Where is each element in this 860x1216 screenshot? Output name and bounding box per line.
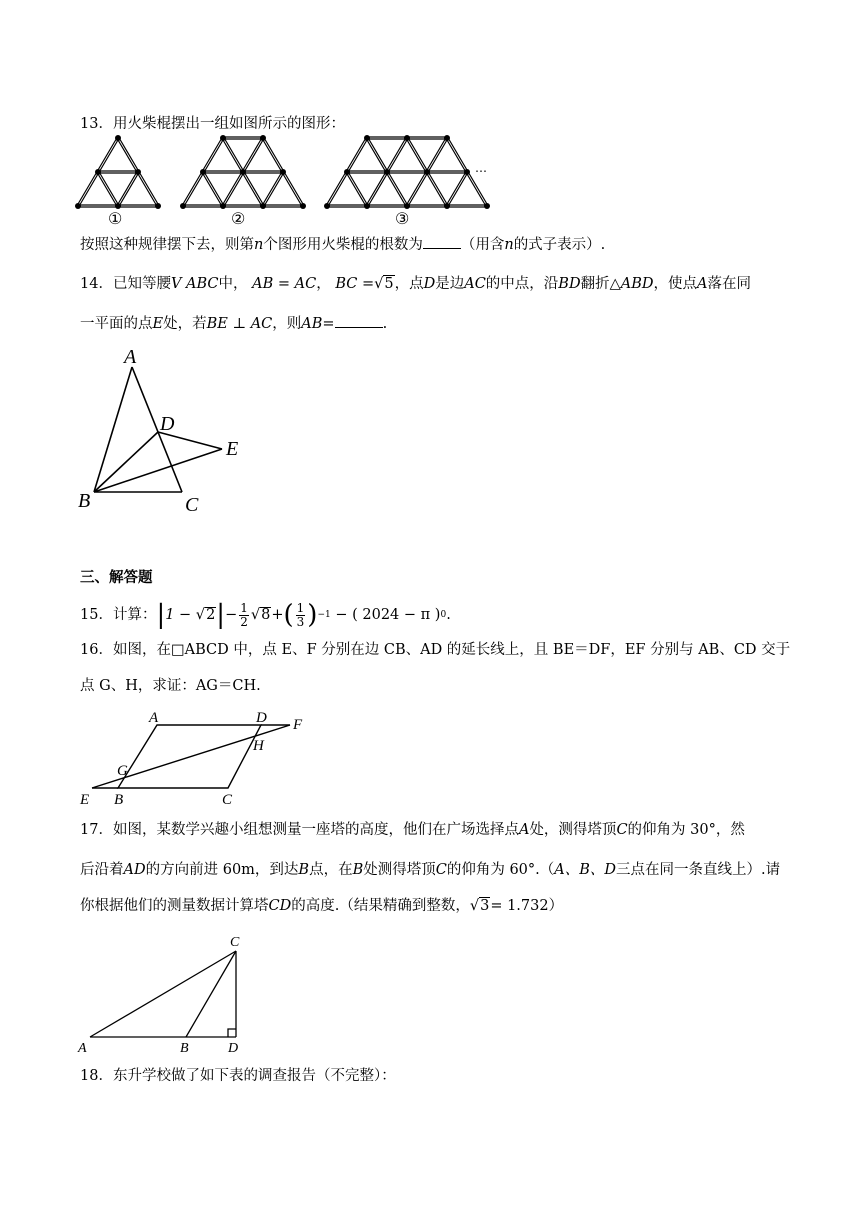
q14-label-E: E — [226, 438, 239, 460]
q13-label-3: ③ — [395, 209, 410, 228]
q16-label-C: C — [222, 792, 233, 808]
q14-line1: 14．已知等腰V ABC中， AB = AC， BC =√5，点D是边AC的中点，沿BD翻折△ABD，使点A落在同 — [80, 276, 751, 292]
q14-label-C: C — [185, 494, 199, 516]
q13-label-2: ② — [231, 209, 246, 228]
q14-label-B: B — [78, 490, 91, 512]
q13-label-1: ① — [108, 209, 123, 228]
q16-label-H: H — [253, 738, 264, 754]
q16-label-D: D — [256, 710, 267, 726]
q17-line3: 你根据他们的测量数据计算塔CD的高度.（结果精确到整数，√3= 1.732） — [80, 898, 564, 914]
q16-label-B: B — [114, 792, 124, 808]
q15-expression: 15．计算： | 1 − √ 2 | − $\frac{1}{2}$ √ 8 + ( $\frac{1}{3}$ ) −1 − ( 2024 − π ) 0 . — [80, 600, 451, 630]
q14-label-A: A — [124, 346, 137, 368]
q17-line1: 17．如图，某数学兴趣小组想测量一座塔的高度，他们在广场选择点A处，测得塔顶C的仰角为 30°，然 — [80, 822, 745, 838]
q17-label-C: C — [230, 935, 240, 950]
q17-line2: 后沿着AD的方向前进 60m，到达B点，在B处测得塔顶C的仰角为 60°.（A、B、D三点在同一条直线上）.请 — [80, 862, 781, 878]
q16-line1: 16．如图，在□ABCD 中，点 E、F 分别在边 CB、AD 的延长线上，且 BE＝DF，EF 分别与 AB、CD 交于 — [80, 642, 791, 658]
q16-label-A: A — [149, 710, 159, 726]
q13-text: 13．用火柴棍摆出一组如图所示的图形： — [80, 116, 345, 132]
section-title: 三、解答题 — [80, 569, 153, 586]
q14-label-D: D — [160, 413, 175, 435]
q13-ellipsis: … — [475, 161, 487, 175]
q17-label-D: D — [228, 1041, 239, 1056]
q16-label-F: F — [293, 717, 303, 733]
q17-label-A: A — [78, 1041, 87, 1056]
q17-label-B: B — [180, 1041, 189, 1056]
q18-text: 18．东升学校做了如下表的调查报告（不完整）： — [80, 1068, 396, 1084]
q14-line2: 一平面的点E处，若BE ⊥ AC，则AB= . — [80, 316, 388, 332]
q16-label-E: E — [80, 792, 90, 808]
q16-label-G: G — [117, 763, 128, 779]
q13-rule: 按照这种规律摆下去，则第n个图形用火柴棍的根数为 （用含n的式子表示）. — [80, 237, 606, 253]
q16-line2: 点 G、H，求证：AG＝CH. — [80, 678, 261, 694]
